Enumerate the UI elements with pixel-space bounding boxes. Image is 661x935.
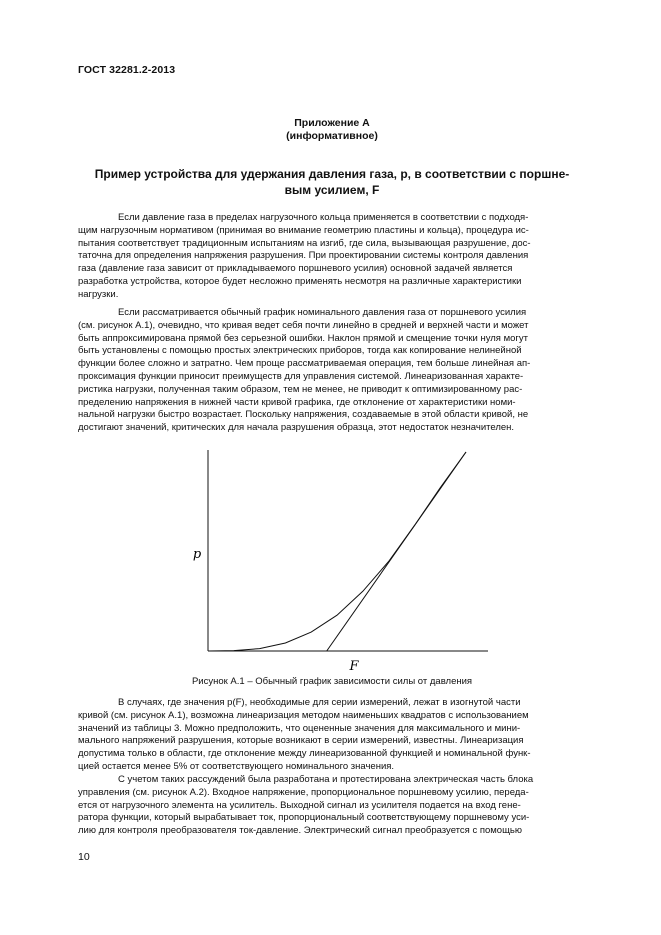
paragraph-3	[78, 697, 586, 774]
paragraph-line: щим нагрузочным нормативом (принимая во внимание геометрию пластины и кольца), процедура ис-	[78, 224, 529, 236]
annex-heading	[78, 117, 586, 143]
paragraph-line: Если давление газа в пределах нагрузочного кольца применяется в соответствии с подходя-	[118, 212, 529, 223]
paragraph-line: мального напряжений разрушения, которые возникают в серии измерений, известны. Линеаризация	[78, 735, 524, 747]
paragraph-line: (см. рисунок А.1), очевидно, что кривая ведет себя почти линейно в средней и верхней части и может	[78, 319, 529, 331]
paragraph-line: лию для контроля преобразователя ток-давление. Электрический сигнал преобразуется с помощью	[78, 825, 522, 837]
x-axis-label: F	[349, 659, 359, 674]
paragraph-line: управления (см. рисунок А.2). Входное напряжение, пропорциональное поршневому усилию, переда-	[78, 786, 529, 798]
paragraph-line: значений из таблицы 3. Можно предположить, что оцененные значения для максимального и мини-	[78, 722, 521, 734]
section-title	[78, 166, 586, 198]
section-title-line: Пример устройства для удержания давления газа, p, в соответствии с поршне-	[94, 167, 570, 181]
paragraph-line: газа (давление газа зависит от прикладываемого поршневого усилия) основной задачей является	[78, 263, 513, 275]
figure-a1-chart	[188, 450, 488, 675]
paragraph-line: ратора функции, который вырабатывает ток, пропорциональный соответствующему поршневому уси-	[78, 812, 530, 824]
paragraph-4	[78, 774, 586, 838]
paragraph-line: В случаях, где значения p(F), необходимые для серии измерений, лежат в изогнутой части	[118, 697, 521, 708]
paragraph-line: быть установлены с помощью простых электрических приборов, тогда как копирование нелинейной	[78, 345, 522, 357]
paragraph-line: цией остается менее 5% от соответствующего номинального значения.	[78, 760, 395, 772]
paragraph-line: ется от нагрузочного элемента на усилитель. Выходной сигнал из усилителя подается на вход гене-	[78, 799, 521, 811]
figure-caption: Рисунок А.1 – Обычный график зависимости силы от давления	[191, 676, 473, 687]
linear-approximation-line	[327, 452, 466, 651]
section-title-line: вым усилием, F	[284, 183, 380, 197]
paragraph-line: таточна для определения напряжения разрушения. При проектировании системы контроля давления	[78, 250, 529, 262]
paragraph-line: допустима только в области, где отклонение между линеаризованной функцией и номинальной функ-	[78, 748, 531, 760]
paragraph-line: пределению напряжения в нижней части кривой графика, где отклонение от характеристики номи-	[78, 396, 516, 408]
paragraph-line: Если рассматривается обычный график номинального давления газа от поршневого усилия	[118, 307, 527, 318]
paragraph-line: нальной нагрузки быстро возрастает. Поскольку напряжения, создаваемые в этой области кривой, не	[78, 409, 529, 421]
document-header: ГОСТ 32281.2-2013	[78, 64, 176, 76]
paragraph-line: функции более сложно и затратно. Чем проще рассматриваемая операция, тем больше линейная ап-	[78, 358, 531, 370]
nominal-curve	[208, 452, 466, 651]
paragraph-line: быть аппроксимирована прямой без серьезной ошибки. Наклон прямой и смещение точки нуля могут	[78, 332, 528, 344]
paragraph-line: достигают значений, критических для начала разрушения образца, этот недостаток незначителен.	[78, 422, 515, 434]
paragraph-2	[78, 307, 586, 435]
paragraph-line: С учетом таких рассуждений была разработана и протестирована электрическая часть блока	[118, 774, 534, 785]
paragraph-line: ристика нагрузки, полученная таким образом, тем не менее, не приводит к оптимизированному рас-	[78, 383, 523, 395]
paragraph-line: пытания соответствует традиционным испытаниям на изгиб, где сила, вызывающая разрушение, дос-	[78, 237, 531, 249]
y-axis-label: p	[192, 547, 202, 562]
paragraph-line: разработка устройства, которое будет несложно применять несмотря на различные характеристики	[78, 275, 522, 287]
paragraph-line: нагрузки.	[78, 288, 119, 300]
annex-title: Приложение А	[294, 117, 370, 129]
paragraph-line: проксимация функции приносит преимуществ для управления системой. Линеаризованная характе-	[78, 370, 524, 382]
paragraph-1	[78, 212, 586, 302]
annex-subtitle: (информативное)	[286, 130, 378, 142]
page-number: 10	[78, 851, 90, 863]
paragraph-line: кривой (см. рисунок А.1), возможна линеаризация методом наименьших квадратов с использованием	[78, 709, 529, 721]
